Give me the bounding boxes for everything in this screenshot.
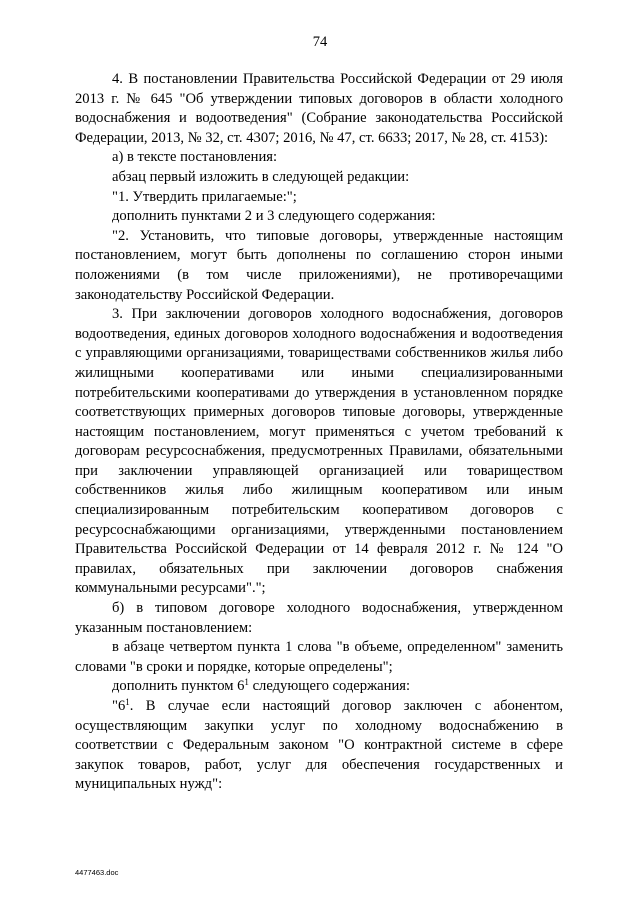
paragraph-b: б) в типовом договоре холодного водоснабжения, утвержденном указанным постановлением: <box>75 600 563 636</box>
footer-document-code: 4477463.doc <box>75 868 119 877</box>
paragraph-abzac-fourth: в абзаце четвертом пункта 1 слова "в объеме, определенном" заменить словами "в сроки и порядке, которые определены"; <box>75 639 563 675</box>
add-point-text: дополнить пунктом $6^1$ следующего содержания: <box>112 677 411 695</box>
paragraph-add-points: дополнить пунктами 2 и 3 следующего содержания: <box>112 208 436 225</box>
point-6-1-text: "$6^1$. В случае если настоящий договор заключен с абонентом, осуществляющим закупки услуг по холодному водоснабжению в соответствии с Федеральным законом "О контрактной системе в сфере закупок товаров, работ, услуг для обеспечения государственных и муниципальных нужд": <box>75 697 563 793</box>
paragraph-first-abzac: абзац первый изложить в следующей редакции: <box>112 168 410 185</box>
paragraph-2: "2. Установить, что типовые договоры, утвержденные настоящим постановлением, могут быть дополнены по соглашению сторон иными положениями (в том числе приложениями), не противоречащими законодательству Российской Федерации. <box>75 227 563 303</box>
paragraph-4: 4. В постановлении Правительства Российской Федерации от 29 июля 2013 г. № 645 "Об утверждении типовых договоров в области холодного водоснабжения и водоотведения" (Собрание законодательства Российской Федерации, 2013, № 32, ст. 4307; 2016, № 47, ст. 6633; 2017, № 28, ст. 4153): <box>75 71 563 146</box>
paragraph-approve: "1. Утвердить прилагаемые:"; <box>112 188 297 205</box>
paragraph-6-1 <box>75 697 563 795</box>
superscript-one: 1 <box>244 677 249 688</box>
page-number: 74 <box>312 34 328 50</box>
paragraph-add-point-6-1 <box>75 677 563 697</box>
paragraph-3: 3. При заключении договоров холодного водоснабжения, договоров водоотведения, единых договоров холодного водоснабжения и водоотведения с управляющими организациями, товариществами собственников жилья либо жилищными кооперативами или иными специализированными потребительскими кооперативами до утверждения в установленном порядке соответствующих примерных договоров типовые договоры, утвержденные настоящим постановлением, могут применяться с учетом требований к договорам ресурсоснабжения, предусмотренных Правилами, обязательными при заключении управляющей организацией или товариществом собственников жилья либо жилищным кооперативом или иным специализированным потребительским кооперативом договоров с ресурсоснабжающими организациями, утвержденными постановлением Правительства Российской Федерации от 14 февраля 2012 г. № 124 "О правилах, обязательных при заключении договоров снабжения коммунальными ресурсами"."; <box>75 306 563 597</box>
document-body <box>75 70 563 795</box>
superscript-one: 1 <box>125 697 130 707</box>
paragraph-a: а) в тексте постановления: <box>112 149 278 166</box>
